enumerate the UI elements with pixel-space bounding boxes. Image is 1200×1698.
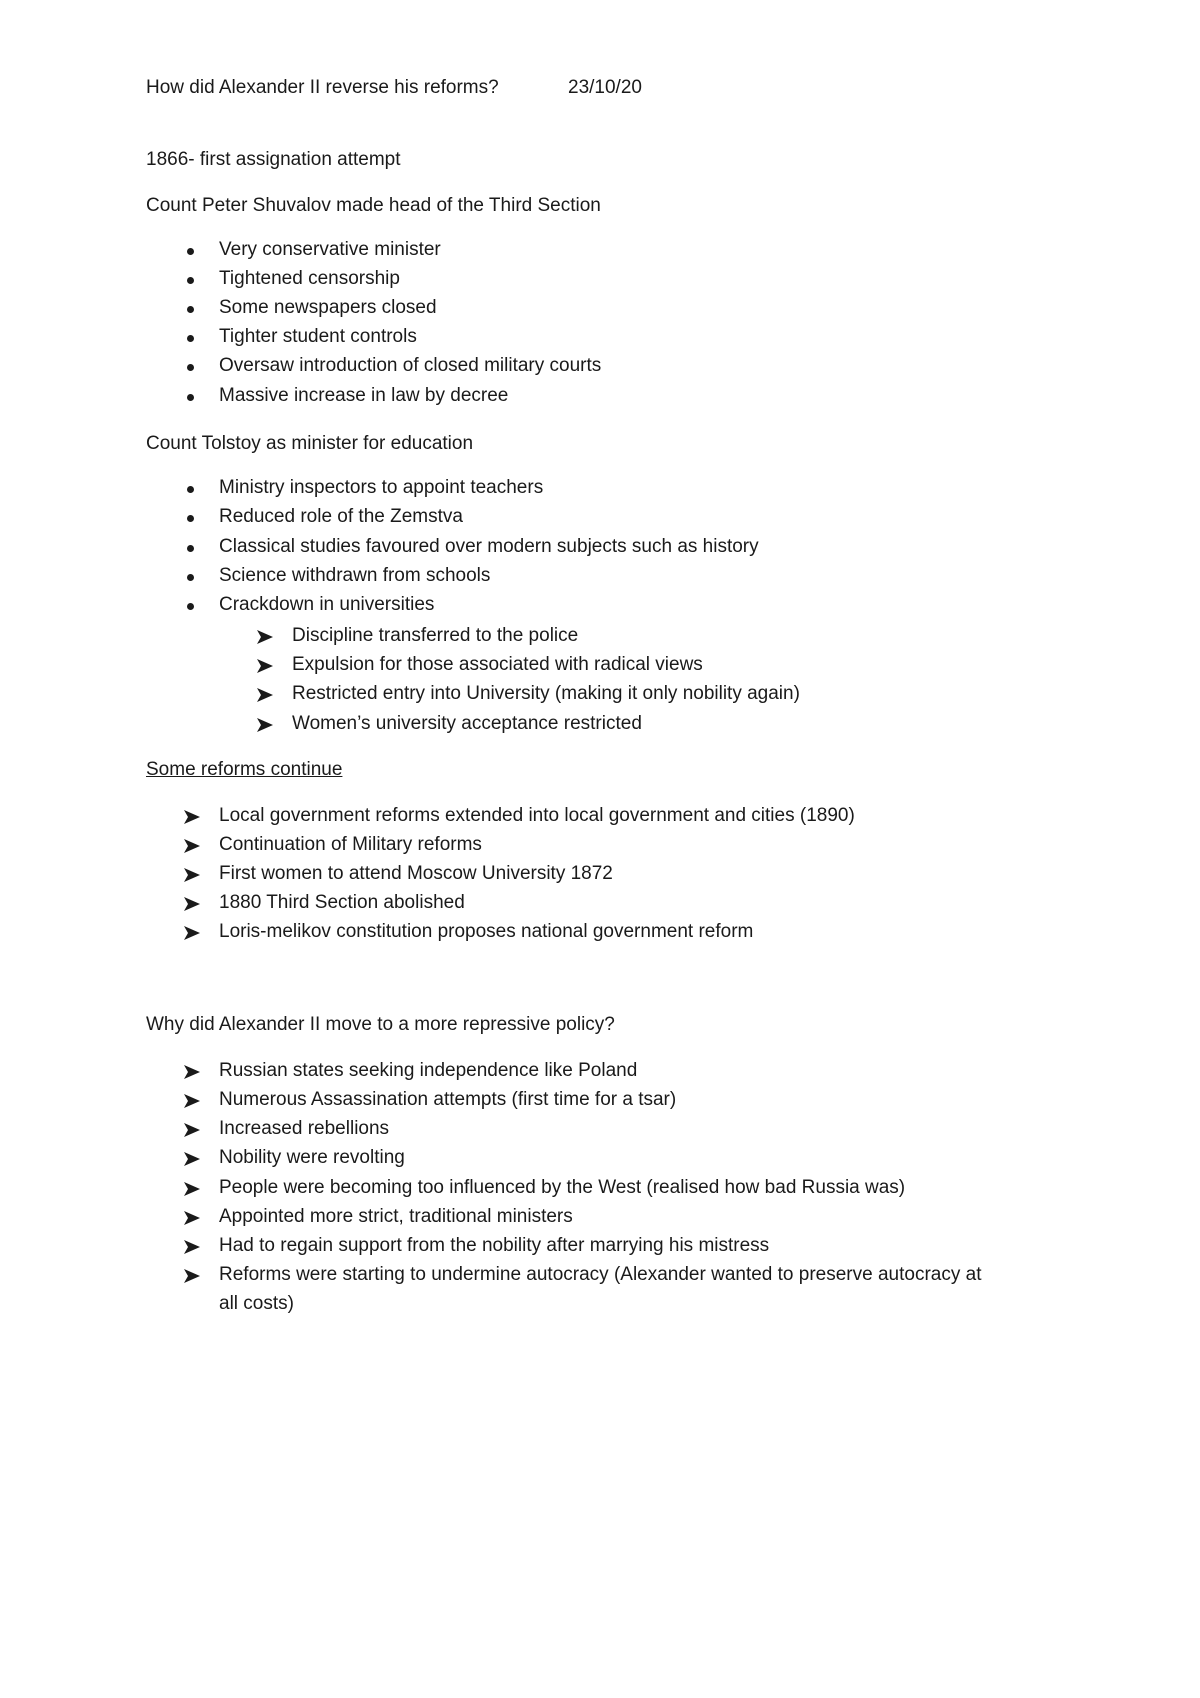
list-item: Expulsion for those associated with radical views	[292, 654, 703, 675]
list-item: Some newspapers closed	[219, 297, 437, 318]
arrow-bullet-icon	[183, 1181, 201, 1197]
arrow-bullet-icon	[183, 1122, 201, 1138]
arrow-bullet-icon	[256, 629, 274, 645]
arrow-bullet-icon	[183, 809, 201, 825]
list-item: Classical studies favoured over modern subjects such as history	[219, 536, 759, 557]
bullet-icon	[187, 486, 194, 493]
list-item: First women to attend Moscow University 1872	[219, 863, 613, 884]
bullet-icon	[187, 574, 194, 581]
arrow-bullet-icon	[183, 1268, 201, 1284]
arrow-bullet-icon	[183, 1151, 201, 1167]
list-item: Loris-melikov constitution proposes national government reform	[219, 921, 754, 942]
bullet-icon	[187, 515, 194, 522]
arrow-bullet-icon	[183, 896, 201, 912]
arrow-bullet-icon	[256, 687, 274, 703]
arrow-bullet-icon	[256, 658, 274, 674]
list-item: Massive increase in law by decree	[219, 385, 509, 406]
list-item: Continuation of Military reforms	[219, 834, 482, 855]
list-item: Ministry inspectors to appoint teachers	[219, 477, 544, 498]
bullet-icon	[187, 277, 194, 284]
list-item: Women’s university acceptance restricted	[292, 713, 642, 734]
list-item: Nobility were revolting	[219, 1147, 405, 1168]
list-item: 1880 Third Section abolished	[219, 892, 465, 913]
bullet-icon	[187, 545, 194, 552]
bullet-icon	[187, 335, 194, 342]
document-title: How did Alexander II reverse his reforms?	[146, 77, 499, 98]
list-item: Appointed more strict, traditional ministers	[219, 1206, 573, 1227]
list-item: Science withdrawn from schools	[219, 565, 491, 586]
list-item: People were becoming too influenced by the West (realised how bad Russia was)	[219, 1177, 906, 1198]
intro-line-2: Count Peter Shuvalov made head of the Third Section	[146, 195, 601, 216]
list-item: Discipline transferred to the police	[292, 625, 579, 646]
repressive-heading: Why did Alexander II move to a more repressive policy?	[146, 1014, 615, 1035]
list-item: Increased rebellions	[219, 1118, 390, 1139]
arrow-bullet-icon	[183, 1210, 201, 1226]
arrow-bullet-icon	[183, 1239, 201, 1255]
tolstoy-heading: Count Tolstoy as minister for education	[146, 433, 474, 454]
bullet-icon	[187, 306, 194, 313]
arrow-bullet-icon	[256, 717, 274, 733]
arrow-bullet-icon	[183, 838, 201, 854]
list-item: Local government reforms extended into local government and cities (1890)	[219, 805, 855, 826]
arrow-bullet-icon	[183, 1064, 201, 1080]
bullet-icon	[187, 394, 194, 401]
arrow-bullet-icon	[183, 1093, 201, 1109]
arrow-bullet-icon	[183, 925, 201, 941]
list-item: Russian states seeking independence like Poland	[219, 1060, 638, 1081]
list-item: Crackdown in universities	[219, 594, 435, 615]
bullet-icon	[187, 248, 194, 255]
list-item: Very conservative minister	[219, 239, 441, 260]
list-item: Tightened censorship	[219, 268, 400, 289]
list-item: Tighter student controls	[219, 326, 417, 347]
reforms-continue-heading: Some reforms continue	[146, 759, 343, 780]
list-item: Had to regain support from the nobility after marrying his mistress	[219, 1235, 770, 1256]
list-item: Restricted entry into University (making it only nobility again)	[292, 683, 800, 704]
bullet-icon	[187, 364, 194, 371]
list-item: Numerous Assassination attempts (first time for a tsar)	[219, 1089, 677, 1110]
bullet-icon	[187, 603, 194, 610]
list-item: Oversaw introduction of closed military courts	[219, 355, 602, 376]
list-item-continuation: all costs)	[219, 1293, 294, 1314]
document-date: 23/10/20	[568, 77, 642, 98]
list-item: Reduced role of the Zemstva	[219, 506, 463, 527]
intro-line-1: 1866- first assignation attempt	[146, 149, 401, 170]
list-item: Reforms were starting to undermine autocracy (Alexander wanted to preserve autocracy at	[219, 1264, 982, 1285]
arrow-bullet-icon	[183, 867, 201, 883]
